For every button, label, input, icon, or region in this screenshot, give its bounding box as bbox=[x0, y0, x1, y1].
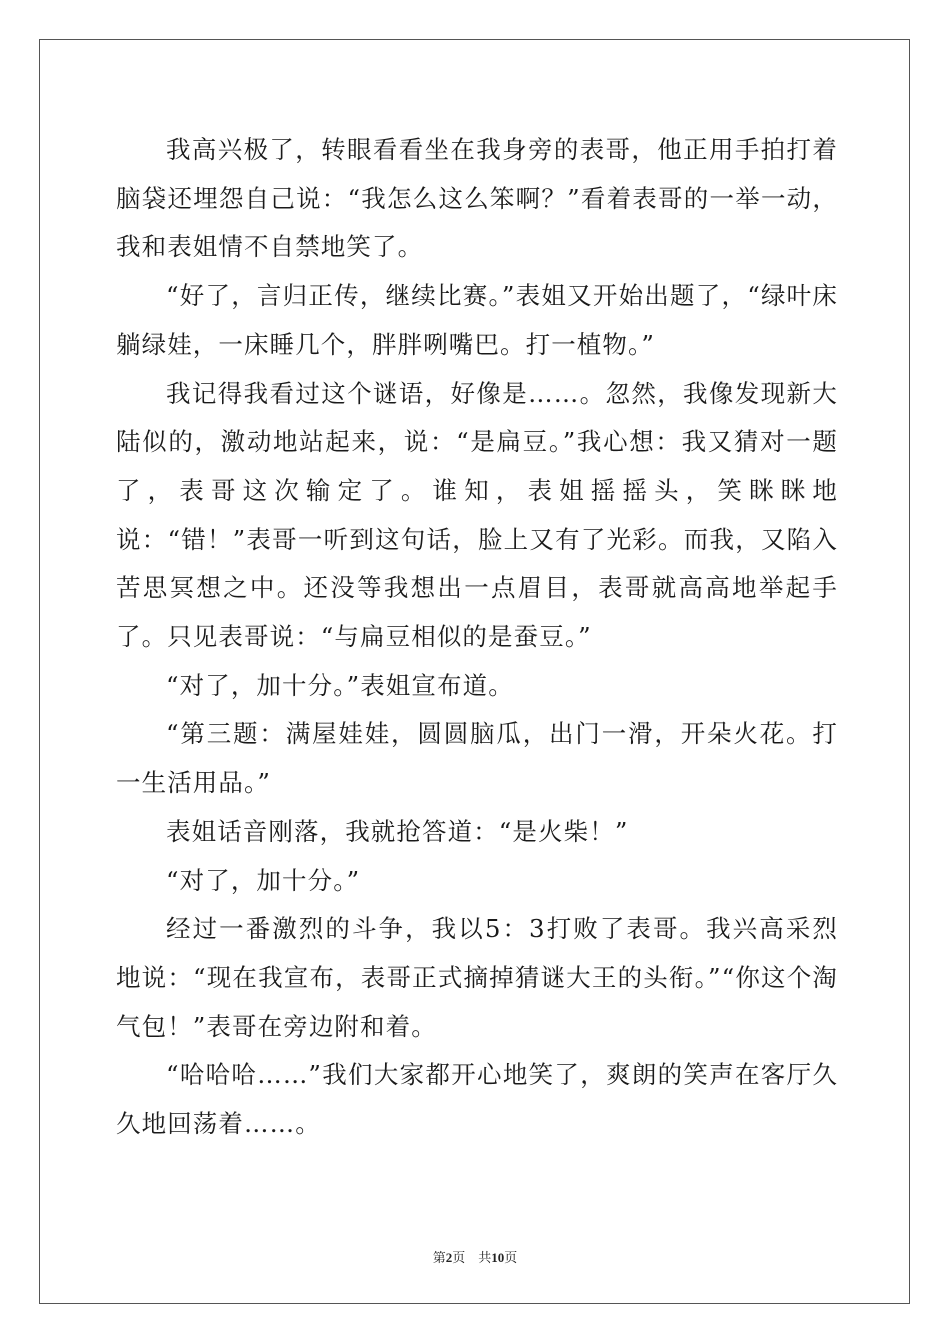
total-page-count: 10 bbox=[491, 1250, 505, 1265]
footer-suffix: 页 bbox=[504, 1250, 518, 1265]
paragraph: “好了，言归正传，继续比赛。”表姐又开始出题了，“绿叶床躺绿娃，一床睡几个，胖胖咧嘴巴。打一植物。” bbox=[116, 281, 838, 359]
paragraph: 表姐话音刚落，我就抢答道：“是火柴！” bbox=[166, 816, 629, 846]
paragraph: “哈哈哈……”我们大家都开心地笑了，爽朗的笑声在客厅久久地回荡着……。 bbox=[116, 1060, 838, 1139]
footer-middle: 页 共 bbox=[452, 1250, 492, 1265]
document-body bbox=[116, 126, 838, 1149]
paragraph: “第三题：满屋娃娃，圆圆脑瓜，出门一滑，开朵火花。打一生活用品。” bbox=[116, 719, 838, 798]
paragraph: 我记得我看过这个谜语，好像是……。忽然，我像发现新大陆似的，激动地站起来，说：“是扁豆。”我心想：我又猜对一题了，表哥这次输定了。谁知，表姐摇摇头，笑眯眯地说：“错！”表哥一听到这句话，脸上又有了光彩。而我，又陷入苦思冥想之中。还没等我想出一点眉目，表哥就高高地举起手了。只见表哥说：“与扁豆相似的是蚕豆。” bbox=[116, 378, 838, 652]
paragraph: 经过一番激烈的斗争，我以5：3打败了表哥。我兴高采烈地说：“现在我宣布，表哥正式摘掉猜谜大王的头衔。”“你这个淘气包！”表哥在旁边附和着。 bbox=[116, 914, 838, 1041]
page-footer bbox=[0, 1247, 950, 1266]
paragraph: “对了，加十分。” bbox=[166, 865, 361, 895]
current-page-number: 2 bbox=[445, 1250, 453, 1265]
paragraph: “对了，加十分。”表姐宣布道。 bbox=[166, 670, 514, 700]
paragraph: 我高兴极了，转眼看看坐在我身旁的表哥，他正用手拍打着脑袋还埋怨自己说：“我怎么这么笨啊？”看着表哥的一举一动，我和表姐情不自禁地笑了。 bbox=[116, 135, 838, 262]
footer-prefix: 第 bbox=[432, 1250, 446, 1265]
